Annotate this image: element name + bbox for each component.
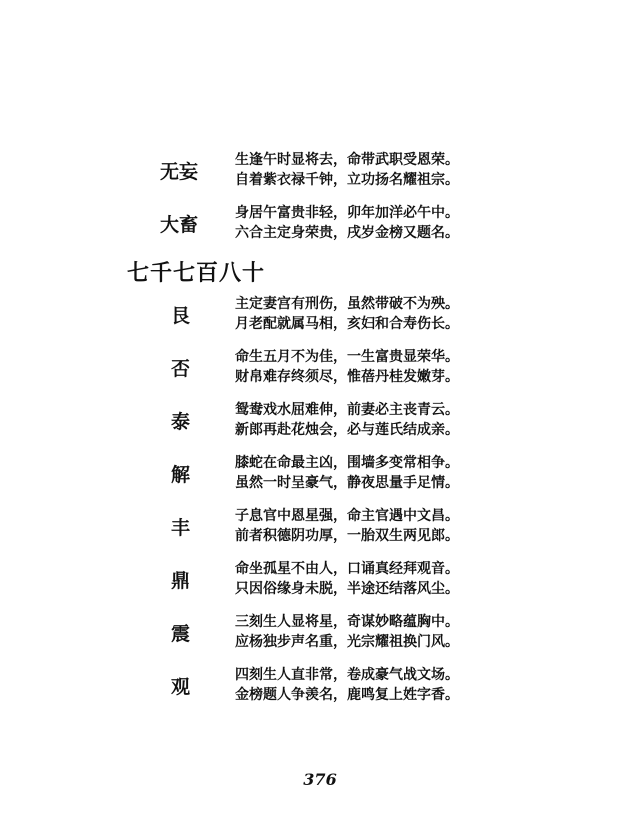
verse-line: 金榜题人争羡名，鹿鸣复上姓字香。	[235, 687, 459, 703]
hexagram-label: 观	[171, 676, 191, 698]
verse-line: 子息官中恩星强，命主官遇中文昌。	[235, 508, 459, 524]
hexagram-label: 鼎	[171, 570, 191, 592]
entry-daxu	[0, 203, 640, 263]
verse	[235, 294, 459, 334]
verse-line: 命生五月不为佳，一生富贵显荣华。	[235, 349, 459, 365]
hexagram-label: 艮	[171, 305, 191, 327]
verse-line: 三刻生人显将星，奇谋妙略蕴胸中。	[235, 614, 459, 630]
hexagram-label: 泰	[171, 411, 191, 433]
entry-wuwang	[0, 150, 640, 210]
verse-line: 四刻生人直非常，卷成豪气战文场。	[235, 667, 459, 683]
verse	[235, 559, 459, 599]
verse-line: 虽然一时呈豪气，静夜思量手足情。	[235, 475, 459, 491]
verse	[235, 665, 459, 705]
verse-line: 身居午富贵非轻，卯年加洋必午中。	[235, 205, 459, 221]
page-number: 376	[303, 770, 337, 789]
verse-line: 新郎再赴花烛会，必与莲氏结成亲。	[235, 422, 459, 438]
verse	[235, 203, 459, 243]
verse-line: 主定妻宫有刑伤，虽然带破不为殃。	[235, 296, 459, 312]
section-heading: 七千七百八十	[127, 260, 266, 286]
verse	[235, 506, 459, 546]
entry-pi	[0, 347, 640, 407]
hexagram-label: 解	[171, 464, 191, 486]
verse	[235, 400, 459, 440]
verse	[235, 150, 459, 190]
hexagram-label: 大畜	[160, 214, 199, 236]
verse	[235, 347, 459, 387]
entry-feng	[0, 506, 640, 566]
entry-jie	[0, 453, 640, 513]
entry-gen	[0, 294, 640, 354]
hexagram-label: 否	[171, 358, 191, 380]
entry-tai	[0, 400, 640, 460]
verse	[235, 453, 459, 493]
entry-zhen	[0, 612, 640, 672]
verse-line: 命坐孤星不由人，口诵真经拜观音。	[235, 561, 459, 577]
hexagram-label: 无妄	[160, 161, 199, 183]
verse-line: 六合主定身荣贵，戌岁金榜又题名。	[235, 225, 459, 241]
verse-line: 生逢午时显将去，命带武职受恩荣。	[235, 152, 459, 168]
verse-line: 月老配就属马相，亥妇和合寿伤长。	[235, 316, 459, 332]
verse-line: 自着紫衣禄千钟，立功扬名耀祖宗。	[235, 172, 459, 188]
verse-line: 前者积德阴功厚，一胎双生两见郎。	[235, 528, 459, 544]
entry-ding	[0, 559, 640, 619]
verse-line: 只因俗缘身未脱，半途还结落风尘。	[235, 581, 459, 597]
verse-line: 财帛难存终须尽，惟蓓丹桂发嫩芽。	[235, 369, 459, 385]
hexagram-label: 丰	[171, 517, 191, 539]
verse	[235, 612, 459, 652]
verse-line: 应杨独步声名重，光宗耀祖换门风。	[235, 634, 459, 650]
verse-line: 膝蛇在命最主凶，围墙多变常相争。	[235, 455, 459, 471]
hexagram-label: 震	[171, 623, 191, 645]
entry-guan	[0, 665, 640, 725]
verse-line: 鸳鸯戏水屈难伸，前妻必主丧青云。	[235, 402, 459, 418]
